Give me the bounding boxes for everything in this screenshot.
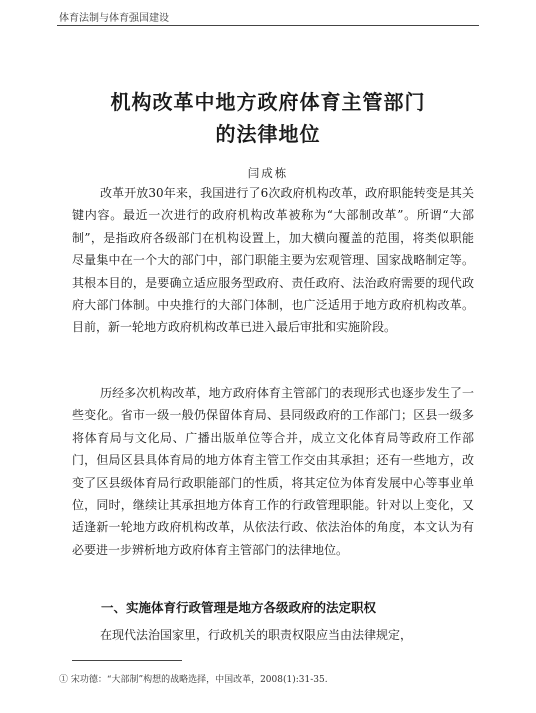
body-paragraph-1: 改革开放30年来，我国进行了6次政府机构改革，政府职能转变是其关键内容。最近一次进行的政府机构改革被称为“大部制改革”。所谓“大部制”，是指政府各级部门在机构设置上，加大横向覆盖的范围，将类似职能尽量集中在一个大的部门中，部门职能主要为宏观管理、国家战略制定等。其根本目的，是要确立适应服务型政府、责任政府、法治政府需要的现代政府大部门体制。中央推行的大部门体制，也广泛适用于地方政府机构改革。目前，新一轮地方政府机构改革已进入最后审批和实施阶段。 <box>72 186 474 335</box>
author-name: 闫成栋 <box>247 166 289 180</box>
section-heading: 一、实施体育行政管理是地方各级政府的法定职权 <box>101 600 377 615</box>
header-rule <box>57 25 479 26</box>
body-paragraph-2: 历经多次机构改革，地方政府体育主管部门的表现形式也逐步发生了一些变化。省市一级一般仍保留体育局、县同级政府的工作部门；区县一级多将体育局与文化局、广播出版单位等合并，成立文化体育局等政府工作部门，但局区县具体育局的地方体育主管工作交由其承担；还有一些地方，改变了区县级体育局行政职能部门的性质，将其定位为体育发展中心等事业单位，同时，继续让其承担地方体育工作的行政管理职能。针对以上变化，又适逢新一轮地方政府机构改革，从依法行政、依法治体的角度，本文认为有必要进一步辨析地方政府体育主管部门的法律地位。 <box>72 386 474 557</box>
article-title-line2: 的法律地位 <box>215 122 321 146</box>
body-paragraph-3: 在现代法治国家里，行政机关的职责权限应当由法律规定， <box>100 628 413 642</box>
footnote-rule <box>72 660 182 661</box>
article-title-line1: 机构改革中地方政府体育主管部门 <box>110 90 426 114</box>
footnote: ① 宋功德：“大部制”构想的战略选择，中国改革，2008(1):31-35. <box>59 675 328 685</box>
running-header: 体育法制与体育强国建设 <box>59 13 169 24</box>
